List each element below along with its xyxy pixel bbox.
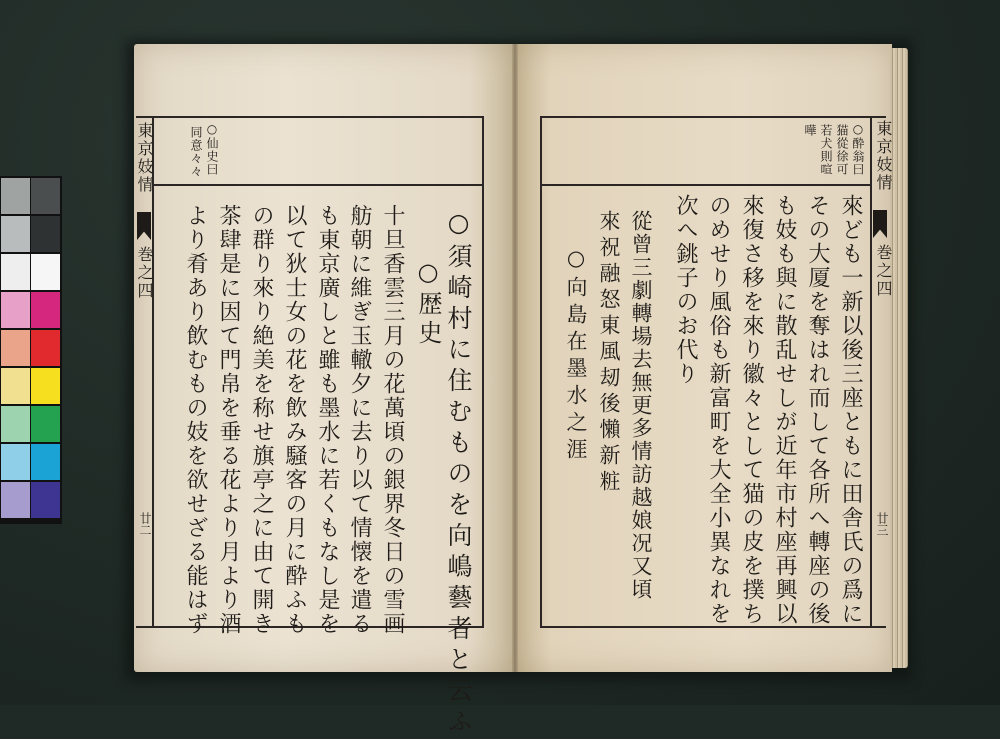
right-column-9: ○向島在墨水之涯 xyxy=(564,246,588,465)
left-volume-label: 巻之四 xyxy=(135,246,154,300)
color-calibration-chart xyxy=(0,176,62,524)
right-column-2: その大厦を奪はれ而して各所へ轉座の後 xyxy=(805,194,830,626)
right-spine-rule xyxy=(870,116,872,626)
left-column-3: 十旦香雲三月の花萬頃の銀界冬日の雪画 xyxy=(380,204,405,636)
left-column-5: も東京廣しと雖も墨水に若くもなし是を xyxy=(315,204,340,636)
left-headnote-1: ○仙史曰 xyxy=(205,122,219,176)
right-headnote-2: 猫從徐可 xyxy=(835,124,849,176)
right-headnote-1: ○酔翁曰 xyxy=(851,122,865,176)
left-column-8: 茶肆是に因て門帛を垂る花より月より酒 xyxy=(216,204,241,636)
right-header-rule xyxy=(542,184,870,186)
left-column-9: より肴あり飲むもの妓を欲せざる能はず xyxy=(183,204,208,636)
right-headnote-3: 若犬則喧 xyxy=(819,124,833,176)
left-headnote-2: 同意々々 xyxy=(189,126,203,178)
left-column-6: 以て狄士女の花を飲み騒客の月に酔ふも xyxy=(282,204,307,636)
left-page-number: 廿二 xyxy=(138,512,152,536)
right-header-title: 東京妓情 xyxy=(874,120,893,192)
left-column-4: 舫朝に維ぎ玉轍夕に去り以て情懐を遣る xyxy=(347,204,372,636)
right-column-3: も妓も與に散乱せしが近年市村座再興以 xyxy=(772,194,797,626)
right-page-number: 廿三 xyxy=(875,512,889,536)
right-column-5: のめせり風俗も新富町を大全小異なれを xyxy=(706,194,731,626)
right-headnote-4: 嘩 xyxy=(803,124,817,137)
left-header-rule xyxy=(152,184,482,186)
left-header-title: 東京妓情 xyxy=(135,122,154,194)
left-column-1: ○須崎村に住むものを向嶋藝者と云ふ xyxy=(444,208,473,739)
left-column-2: ○歴史 xyxy=(414,258,442,349)
right-column-6: 次へ銚子のお代り xyxy=(673,194,698,386)
right-column-1: 來ども一新以後三座ともに田舎氏の爲に xyxy=(838,194,863,626)
left-column-7: の群り來り絶美を称せ旗亭之に由て開き xyxy=(249,204,274,636)
book-gutter xyxy=(512,44,518,672)
right-column-7: 從曾三劇轉場去無更多情訪越娘况又頃 xyxy=(629,210,653,601)
right-column-4: 來復さ移を來り徽々として猫の皮を撲ち xyxy=(739,194,764,626)
right-volume-label: 巻之四 xyxy=(874,244,893,298)
right-column-8: 來祝融怒東風刼後懶新粧 xyxy=(597,210,621,496)
